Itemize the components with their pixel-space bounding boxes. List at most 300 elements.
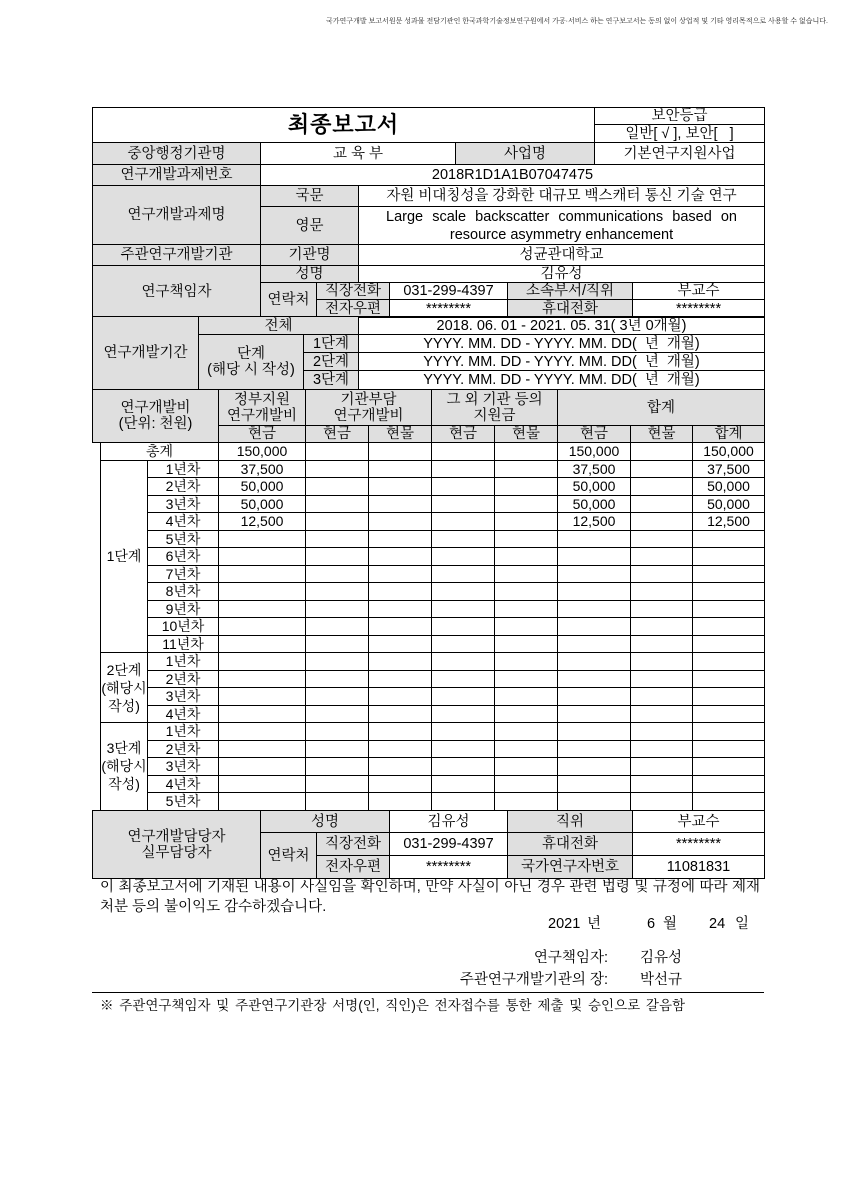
budget-value-cell (369, 740, 432, 758)
budget-value-cell (631, 740, 693, 758)
gov-funding-header: 정부지원 연구개발비 (219, 390, 306, 426)
budget-value-cell (631, 530, 693, 548)
signature-name-head: 박선규 (640, 972, 683, 988)
budget-value-cell (693, 548, 765, 566)
declaration-text: 이 최종보고서에 기재된 내용이 사실임을 확인하며, 만약 사실이 아닌 경우 관련 법령 및 규정에 따라 제재처분 등의 불이익도 감수하겠습니다. (100, 879, 760, 915)
table-row (93, 266, 765, 283)
budget-year-label: 3년차 (148, 688, 219, 706)
budget-value-cell (631, 513, 693, 531)
budget-value-cell (306, 513, 369, 531)
date-day: 24 (709, 916, 726, 932)
footnote: ※ 주관연구책임자 및 주관연구기관장 서명(인, 직인)은 전자접수를 통한 제출 및 승인으로 갈음함 (100, 998, 686, 1013)
budget-value-cell (306, 758, 369, 776)
budget-value-cell (369, 530, 432, 548)
pi-section (92, 265, 765, 318)
project-number-value: 2018R1D1A1B07047475 (261, 165, 765, 186)
budget-value-cell (558, 530, 631, 548)
researcher-number: 11081831 (633, 856, 765, 879)
pi-name-label: 성명 (261, 266, 359, 283)
budget-year-label: 2년차 (148, 670, 219, 688)
table-row (93, 811, 765, 833)
budget-year-label: 3년차 (148, 758, 219, 776)
budget-value-cell (693, 653, 765, 671)
budget-value-cell (631, 775, 693, 793)
date-month-unit: 월 (663, 916, 678, 932)
budget-value-cell (432, 565, 495, 583)
budget-year-row (101, 635, 765, 653)
budget-value-cell (495, 618, 558, 636)
agency-label: 중앙행정기관명 (93, 143, 261, 165)
budget-value-cell (306, 688, 369, 706)
budget-label (93, 390, 219, 443)
sub-header-cell: 현금 (432, 426, 495, 443)
budget-value-cell (432, 635, 495, 653)
budget-value-cell (306, 775, 369, 793)
budget-value-cell (631, 443, 693, 461)
budget-value-cell (631, 460, 693, 478)
budget-value-cell (306, 618, 369, 636)
stage-label-text: 단계 (236, 346, 265, 362)
manager-phone-label: 직장전화 (317, 833, 390, 856)
budget-year-label: 9년차 (148, 600, 219, 618)
budget-value-cell (693, 670, 765, 688)
budget-value-cell (369, 443, 432, 461)
budget-value-cell (219, 793, 306, 811)
budget-value-cell: 50,000 (219, 495, 306, 513)
manager-name: 김유성 (390, 811, 508, 833)
sub-header-cell: 현금 (219, 426, 306, 443)
pi-position-label: 소속부서/직위 (508, 283, 633, 300)
budget-value-cell (631, 600, 693, 618)
institution-name: 성균관대학교 (359, 245, 765, 266)
budget-value-cell: 50,000 (558, 495, 631, 513)
budget-value-cell: 50,000 (693, 478, 765, 496)
budget-year-row (101, 600, 765, 618)
budget-value-cell (558, 548, 631, 566)
budget-value-cell (369, 688, 432, 706)
budget-value-cell (369, 600, 432, 618)
budget-value-cell (219, 635, 306, 653)
budget-value-cell (219, 618, 306, 636)
budget-value-cell (306, 478, 369, 496)
budget-value-cell: 50,000 (693, 495, 765, 513)
sub-header-cell: 현금 (558, 426, 631, 443)
signature-role-head: 주관연구개발기관의 장: (459, 972, 608, 988)
budget-value-cell (495, 513, 558, 531)
budget-value-cell (306, 583, 369, 601)
institution-funding-header: 기관부담 연구개발비 (306, 390, 432, 426)
budget-value-cell (495, 478, 558, 496)
budget-year-row (101, 618, 765, 636)
budget-value-cell (693, 793, 765, 811)
budget-value-cell (369, 653, 432, 671)
budget-value-cell (693, 723, 765, 741)
manager-mobile: ******** (633, 833, 765, 856)
budget-value-cell (693, 688, 765, 706)
program-value: 기본연구지원사업 (595, 143, 765, 165)
budget-value-cell (369, 583, 432, 601)
budget-value-cell (306, 495, 369, 513)
budget-value-cell (495, 565, 558, 583)
budget-value-cell (558, 723, 631, 741)
budget-value-cell (432, 723, 495, 741)
budget-value-cell: 150,000 (219, 443, 306, 461)
budget-value-cell (693, 583, 765, 601)
budget-year-row (101, 495, 765, 513)
budget-value-cell (558, 793, 631, 811)
budget-value-cell: 37,500 (693, 460, 765, 478)
budget-value-cell (369, 793, 432, 811)
korean-title-label: 국문 (261, 186, 359, 207)
budget-value-cell (495, 443, 558, 461)
budget-value-cell (631, 653, 693, 671)
project-title-section (92, 185, 765, 245)
budget-value-cell (558, 705, 631, 723)
table-row (93, 108, 765, 125)
budget-value-cell (432, 740, 495, 758)
usage-notice: 국가연구개발 보고서원문 성과물 전담기관인 한국과학기술정보연구원에서 가공·서비스 하는 연구보고서는 동의 없이 상업적 및 기타 영리목적으로 사용할 수 없습니다. (326, 18, 828, 25)
budget-value-cell (432, 600, 495, 618)
budget-value-cell (693, 705, 765, 723)
budget-year-label: 8년차 (148, 583, 219, 601)
korean-title: 자원 비대칭성을 강화한 대규모 백스캐터 통신 기술 연구 (359, 186, 765, 207)
budget-value-cell (631, 758, 693, 776)
sub-header-cell: 현물 (369, 426, 432, 443)
budget-value-cell (558, 653, 631, 671)
budget-year-row (101, 653, 765, 671)
budget-value-cell (558, 600, 631, 618)
budget-value-cell (432, 443, 495, 461)
period-total-label: 전체 (199, 317, 359, 335)
budget-year-row (101, 740, 765, 758)
budget-value-cell (693, 740, 765, 758)
budget-value-cell (631, 670, 693, 688)
budget-value-cell (495, 723, 558, 741)
budget-year-row (101, 583, 765, 601)
budget-year-row (101, 670, 765, 688)
budget-year-row (101, 513, 765, 531)
budget-year-label: 11년차 (148, 635, 219, 653)
budget-value-cell (219, 758, 306, 776)
pi-phone-label: 직장전화 (317, 283, 390, 300)
pi-email-label: 전자우편 (317, 300, 390, 318)
budget-value-cell (369, 618, 432, 636)
budget-value-cell (432, 530, 495, 548)
budget-stage-label: 1단계 (101, 460, 148, 653)
sub-header-cell: 현금 (306, 426, 369, 443)
institution-section (92, 244, 765, 266)
program-label: 사업명 (456, 143, 595, 165)
budget-value-cell (219, 583, 306, 601)
budget-value-cell (432, 618, 495, 636)
researcher-number-label: 국가연구자번호 (508, 856, 633, 879)
budget-value-cell: 12,500 (219, 513, 306, 531)
report-title: 최종보고서 (93, 108, 595, 143)
budget-value-cell (306, 460, 369, 478)
budget-stage-label: 2단계 (해당시 작성) (101, 653, 148, 723)
pi-mobile: ******** (633, 300, 765, 318)
budget-value-cell (495, 705, 558, 723)
budget-value-cell (219, 653, 306, 671)
budget-value-cell (432, 670, 495, 688)
budget-value-cell (631, 478, 693, 496)
budget-value-cell (558, 583, 631, 601)
manager-mobile-label: 휴대전화 (508, 833, 633, 856)
budget-value-cell (495, 548, 558, 566)
budget-value-cell (369, 495, 432, 513)
sub-header-cell: 합계 (693, 426, 765, 443)
budget-value-cell (306, 705, 369, 723)
budget-year-row (101, 723, 765, 741)
budget-year-label: 1년차 (148, 460, 219, 478)
budget-value-cell (306, 793, 369, 811)
budget-value-cell (631, 688, 693, 706)
budget-total-row (101, 443, 765, 461)
table-row (93, 245, 765, 266)
stage-1-label: 1단계 (304, 335, 359, 353)
budget-value-cell (369, 513, 432, 531)
budget-value-cell (219, 740, 306, 758)
budget-value-cell (693, 758, 765, 776)
budget-value-cell (219, 688, 306, 706)
budget-value-cell (631, 793, 693, 811)
budget-value-cell (693, 775, 765, 793)
budget-value-cell (631, 723, 693, 741)
sub-header-cell: 현물 (631, 426, 693, 443)
budget-value-cell: 12,500 (558, 513, 631, 531)
budget-value-cell (369, 565, 432, 583)
project-number-section (92, 164, 765, 186)
budget-year-label: 1년차 (148, 653, 219, 671)
manager-position-label: 직위 (508, 811, 633, 833)
budget-year-label: 5년차 (148, 530, 219, 548)
pi-email: ******** (390, 300, 508, 318)
budget-value-cell (369, 758, 432, 776)
budget-value-cell (306, 653, 369, 671)
budget-value-cell (432, 793, 495, 811)
manager-label: 연구개발담당자 실무담당자 (93, 811, 261, 879)
budget-value-cell (558, 775, 631, 793)
budget-year-row (101, 688, 765, 706)
budget-value-cell: 50,000 (219, 478, 306, 496)
budget-year-label: 4년차 (148, 775, 219, 793)
budget-table (100, 442, 765, 811)
budget-value-cell (306, 530, 369, 548)
budget-value-cell (219, 530, 306, 548)
english-title-label: 영문 (261, 207, 359, 245)
budget-value-cell (369, 775, 432, 793)
budget-value-cell (495, 495, 558, 513)
budget-value-cell (495, 775, 558, 793)
date-month: 6 (647, 916, 656, 932)
budget-value-cell (693, 600, 765, 618)
budget-total-label: 총계 (101, 443, 219, 461)
budget-value-cell (495, 688, 558, 706)
budget-year-row (101, 548, 765, 566)
budget-value-cell (495, 670, 558, 688)
budget-value-cell (693, 618, 765, 636)
budget-year-label: 2년차 (148, 478, 219, 496)
budget-header (92, 389, 765, 443)
budget-value-cell (631, 583, 693, 601)
budget-year-label: 5년차 (148, 793, 219, 811)
budget-value-cell (495, 600, 558, 618)
budget-value-cell (432, 548, 495, 566)
budget-value-cell: 37,500 (219, 460, 306, 478)
date-year-unit: 년 (587, 916, 602, 932)
budget-value-cell (219, 670, 306, 688)
budget-value-cell (558, 670, 631, 688)
budget-year-row (101, 478, 765, 496)
budget-value-cell (306, 740, 369, 758)
budget-value-cell (369, 548, 432, 566)
stage-2-label: 2단계 (304, 353, 359, 371)
budget-value-cell (306, 670, 369, 688)
date-day-unit: 일 (735, 916, 750, 932)
pi-name: 김유성 (359, 266, 765, 283)
budget-value-cell (558, 688, 631, 706)
stage-3-label: 3단계 (304, 371, 359, 390)
date-year: 2021 (548, 916, 581, 932)
pi-label: 연구책임자 (93, 266, 261, 318)
english-title: Large scale backscatter communications based on resource asymmetry enhancement (359, 207, 765, 245)
institution-label: 주관연구개발기관 (93, 245, 261, 266)
table-row (93, 390, 765, 426)
budget-value-cell (369, 478, 432, 496)
divider-line (92, 992, 764, 993)
budget-value-cell (631, 565, 693, 583)
budget-value-cell (631, 705, 693, 723)
budget-value-cell (306, 548, 369, 566)
budget-value-cell (432, 513, 495, 531)
budget-value-cell (432, 758, 495, 776)
budget-year-label: 4년차 (148, 513, 219, 531)
agency-value: 교 육 부 (261, 143, 456, 165)
budget-rows (101, 443, 765, 811)
budget-value-cell: 150,000 (558, 443, 631, 461)
manager-email: ******** (390, 856, 508, 879)
budget-value-cell (369, 723, 432, 741)
budget-year-label: 7년차 (148, 565, 219, 583)
budget-value-cell (558, 565, 631, 583)
security-label: 보안등급 (595, 108, 765, 125)
manager-contact-label: 연락처 (261, 833, 317, 879)
manager-position: 부교수 (633, 811, 765, 833)
sum-header: 합계 (558, 390, 765, 426)
budget-value-cell (432, 460, 495, 478)
budget-value-cell (306, 565, 369, 583)
budget-value-cell (219, 548, 306, 566)
budget-value-cell (558, 740, 631, 758)
period-total: 2018. 06. 01 - 2021. 05. 31( 3년 0개월) (359, 317, 765, 335)
budget-value-cell (495, 460, 558, 478)
budget-year-label: 1년차 (148, 723, 219, 741)
budget-value-cell (306, 635, 369, 653)
budget-value-cell (693, 565, 765, 583)
stage-3-period: YYYY. MM. DD - YYYY. MM. DD( 년 개월) (359, 371, 765, 390)
stage-1-period: YYYY. MM. DD - YYYY. MM. DD( 년 개월) (359, 335, 765, 353)
budget-value-cell (631, 495, 693, 513)
final-report-form (92, 107, 764, 878)
stage-2-period: YYYY. MM. DD - YYYY. MM. DD( 년 개월) (359, 353, 765, 371)
budget-value-cell (432, 653, 495, 671)
manager-email-label: 전자우편 (317, 856, 390, 879)
pi-phone: 031-299-4397 (390, 283, 508, 300)
signature-role-pi: 연구책임자: (533, 950, 608, 966)
budget-value-cell (432, 775, 495, 793)
budget-value-cell (558, 618, 631, 636)
budget-year-label: 6년차 (148, 548, 219, 566)
sub-header-cell: 현물 (495, 426, 558, 443)
budget-value-cell (369, 705, 432, 723)
pi-mobile-label: 휴대전화 (508, 300, 633, 318)
table-row (93, 317, 765, 335)
period-label: 연구개발기간 (93, 317, 199, 390)
budget-value-cell (369, 635, 432, 653)
signature-name-pi: 김유성 (640, 950, 683, 966)
budget-year-row (101, 758, 765, 776)
budget-year-row (101, 775, 765, 793)
budget-value-cell: 50,000 (558, 478, 631, 496)
budget-year-row (101, 530, 765, 548)
security-level: 일반[ √ ], 보안[ ] (595, 125, 765, 143)
project-number-label: 연구개발과제번호 (93, 165, 261, 186)
table-row (93, 165, 765, 186)
budget-value-cell (693, 635, 765, 653)
period-section (92, 316, 765, 390)
manager-name-label: 성명 (261, 811, 390, 833)
budget-value-cell (631, 548, 693, 566)
budget-year-label: 4년차 (148, 705, 219, 723)
pi-contact-label: 연락처 (261, 283, 317, 318)
budget-value-cell (219, 775, 306, 793)
budget-value-cell (432, 583, 495, 601)
budget-year-label: 2년차 (148, 740, 219, 758)
budget-value-cell (558, 758, 631, 776)
budget-value-cell (306, 723, 369, 741)
budget-value-cell (495, 758, 558, 776)
budget-value-cell (495, 740, 558, 758)
budget-value-cell (495, 583, 558, 601)
budget-value-cell (369, 460, 432, 478)
budget-value-cell: 12,500 (693, 513, 765, 531)
budget-year-label: 3년차 (148, 495, 219, 513)
stage-note-text: (해당 시 작성) (207, 362, 295, 378)
budget-value-cell (219, 705, 306, 723)
budget-value-cell (432, 705, 495, 723)
budget-value-cell (432, 478, 495, 496)
budget-value-cell (369, 670, 432, 688)
budget-value-cell (219, 723, 306, 741)
budget-label-text: 연구개발비 (120, 400, 191, 416)
budget-year-label: 10년차 (148, 618, 219, 636)
budget-value-cell (631, 635, 693, 653)
table-row (93, 186, 765, 207)
budget-unit-text: (단위: 천원) (118, 416, 193, 432)
budget-stage-label: 3단계 (해당시 작성) (101, 723, 148, 811)
budget-value-cell (631, 618, 693, 636)
budget-value-cell (495, 530, 558, 548)
title-section (92, 107, 765, 143)
budget-value-cell (306, 443, 369, 461)
budget-value-cell (495, 793, 558, 811)
budget-year-row (101, 793, 765, 811)
budget-value-cell (219, 565, 306, 583)
budget-value-cell: 37,500 (558, 460, 631, 478)
pi-position: 부교수 (633, 283, 765, 300)
budget-value-cell (495, 635, 558, 653)
manager-phone: 031-299-4397 (390, 833, 508, 856)
